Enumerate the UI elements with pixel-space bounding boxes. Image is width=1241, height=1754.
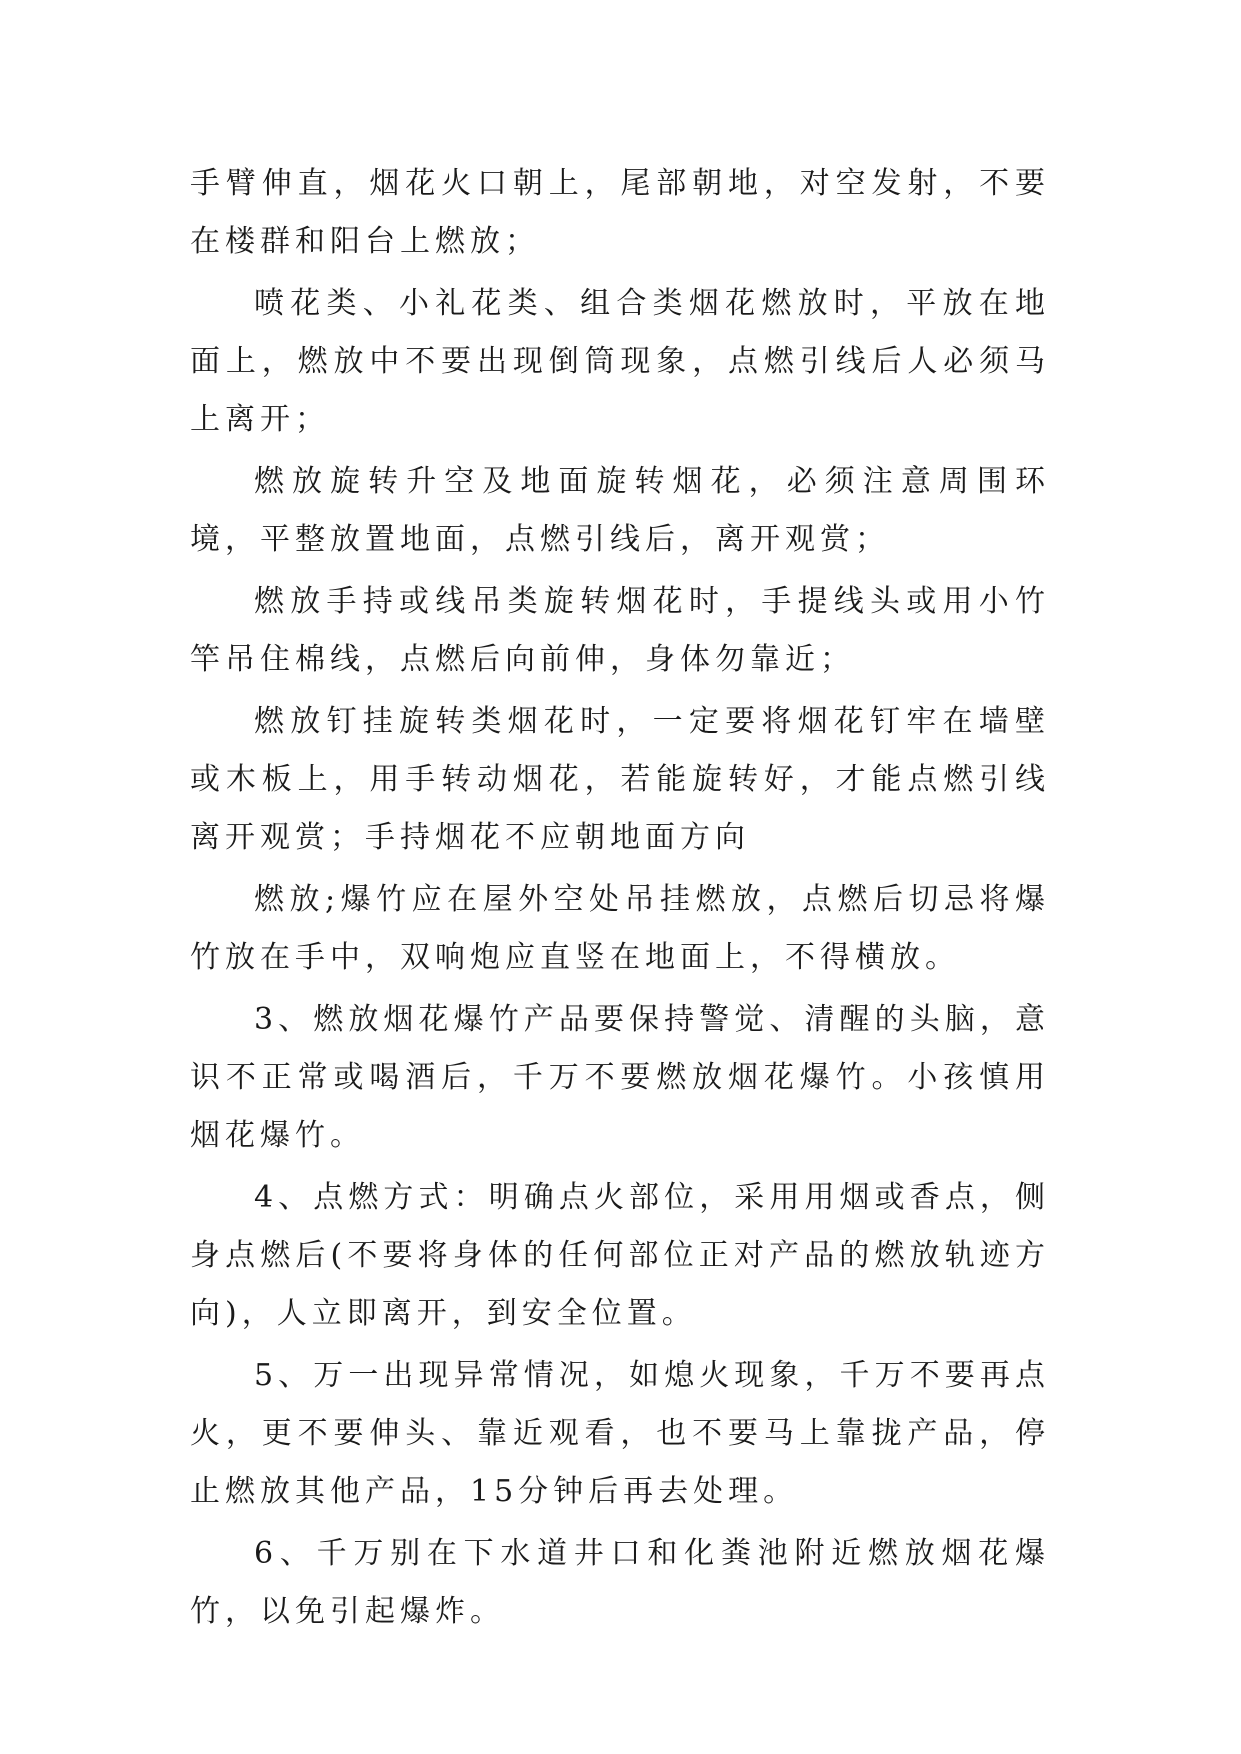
paragraph-5: 燃放钉挂旋转类烟花时，一定要将烟花钉牢在墙壁或木板上，用手转动烟花，若能旋转好，才能点燃引线离开观赏；手持烟花不应朝地面方向 — [190, 704, 1050, 855]
document-body — [190, 155, 1050, 1645]
paragraph-3: 燃放旋转升空及地面旋转烟花，必须注意周围环境，平整放置地面，点燃引线后，离开观赏； — [190, 464, 1050, 557]
paragraph-10: 6、千万别在下水道井口和化粪池附近燃放烟花爆竹，以免引起爆炸。 — [190, 1536, 1050, 1629]
paragraph-7: 3、燃放烟花爆竹产品要保持警觉、清醒的头脑，意识不正常或喝酒后，千万不要燃放烟花爆竹。小孩慎用烟花爆竹。 — [190, 1002, 1050, 1153]
paragraph-1: 手臂伸直，烟花火口朝上，尾部朝地，对空发射，不要在楼群和阳台上燃放； — [190, 166, 1050, 259]
paragraph-8: 4、点燃方式：明确点火部位，采用用烟或香点，侧身点燃后(不要将身体的任何部位正对产品的燃放轨迹方向)，人立即离开，到安全位置。 — [190, 1180, 1050, 1331]
paragraph-6: 燃放;爆竹应在屋外空处吊挂燃放，点燃后切忌将爆竹放在手中，双响炮应直竖在地面上，不得横放。 — [190, 882, 1050, 975]
paragraph-9: 5、万一出现异常情况，如熄火现象，千万不要再点火，更不要伸头、靠近观看，也不要马上靠拢产品，停止燃放其他产品，15分钟后再去处理。 — [190, 1358, 1050, 1509]
paragraph-2: 喷花类、小礼花类、组合类烟花燃放时，平放在地面上，燃放中不要出现倒筒现象，点燃引线后人必须马上离开； — [190, 286, 1050, 437]
paragraph-4: 燃放手持或线吊类旋转烟花时，手提线头或用小竹竿吊住棉线，点燃后向前伸，身体勿靠近； — [190, 584, 1050, 677]
